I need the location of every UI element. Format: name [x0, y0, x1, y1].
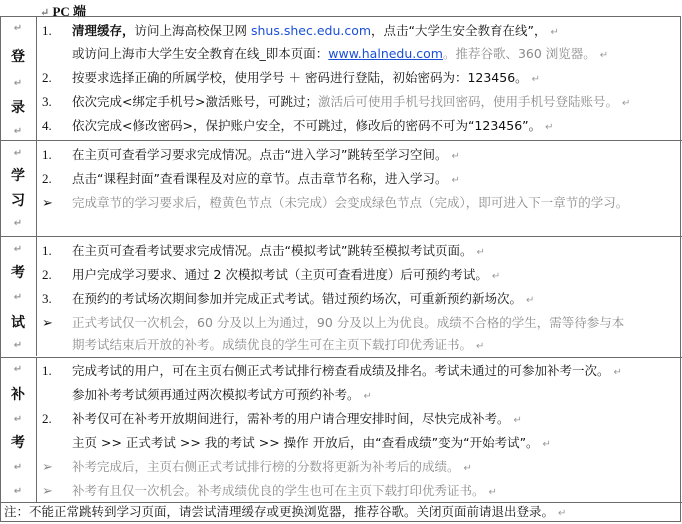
- section-label-char: 补: [11, 387, 25, 403]
- section-mark: ↵: [13, 486, 23, 497]
- item-text: 补考有且仅一次机会。补考成绩优良的学生也可在主页下载打印优秀证书。: [72, 483, 485, 498]
- paragraph-mark: ↵: [40, 7, 50, 19]
- heading-title: PC 端: [52, 4, 87, 19]
- section-mark: ↵: [13, 244, 23, 255]
- item-text: 完成章节的学习要求后，橙黄色节点（未完成）会变成绿色节点（完成），即可进入下一章节的学习。: [72, 195, 629, 210]
- list-item: 期考试结束后开放的补考。成绩优良的学生可在主页下载打印优秀证书。 ↵: [72, 337, 485, 352]
- item-text: 按要求选择正确的所属学校，使用学号 ＋ 密码进行登陆，初始密码为：123456。: [72, 70, 528, 85]
- item-text: 激活后可使用手机号找回密码，使用手机号登陆账号。: [317, 94, 618, 109]
- section-divider: [0, 357, 682, 358]
- item-text: 。推荐谷歌、360 浏览器。: [442, 46, 596, 61]
- list-item: 主页 >> 正式考试 >> 我的考试 >> 操作 开放后，由“查看成绩”变为“开始考试”。 ↵: [72, 435, 551, 450]
- item-number: 3.: [42, 291, 52, 306]
- section-mark: ↵: [13, 78, 23, 89]
- item-number: 4.: [42, 118, 52, 133]
- list-item: 3. 在预约的考试场次期间参加并完成正式考试。错过预约场次，可重新预约新场次。 ↵: [36, 288, 682, 310]
- item-text: 依次完成<绑定手机号>激活账号，可跳过；: [72, 94, 318, 109]
- item-text: 在预约的考试场次期间参加并完成正式考试。错过预约场次，可重新预约新场次。: [72, 291, 523, 306]
- section-label-char: 登: [11, 49, 25, 65]
- item-text: 完成考试的用户，可在主页右侧正式考试排行榜查看成绩及排名。考试未通过的可参加补考一次。: [72, 363, 610, 378]
- list-item: 1. 完成考试的用户，可在主页右侧正式考试排行榜查看成绩及排名。考试未通过的可参加补考一次。 ↵: [36, 360, 682, 382]
- footer-note: 注：不能正常跳转到学习页面，请尝试清理缓存或更换浏览器，推荐谷歌。关闭页面前请退出登录。 ↵: [4, 504, 567, 519]
- item-number: 2.: [42, 171, 52, 186]
- item-text: 在主页可查看考试要求完成情况。点击“模拟考试”跳转至模拟考试页面。: [72, 243, 473, 258]
- item-text: 补考完成后，主页右侧正式考试排行榜的分数将更新为补考后的成绩。: [72, 459, 460, 474]
- list-item: 参加补考考试须再通过两次模拟考试方可预约补考。 ↵: [72, 387, 372, 402]
- section-mark: ↵: [13, 340, 23, 351]
- section-mark: ↵: [13, 364, 23, 375]
- item-number: 1.: [42, 23, 52, 38]
- section-mark: ↵: [13, 23, 23, 34]
- item-number: 2.: [42, 70, 52, 85]
- list-item: [36, 312, 682, 334]
- section-label-char: 学: [11, 168, 25, 184]
- item-number: 3.: [42, 94, 52, 109]
- item-bullet: ➢: [42, 315, 53, 330]
- list-item: 1. 在主页可查看学习要求完成情况。点击“进入学习”跳转至学习空间。 ↵: [36, 144, 682, 166]
- section-label-char: 考: [11, 265, 25, 281]
- list-item: 2. 按要求选择正确的所属学校，使用学号 ＋ 密码进行登陆，初始密码为：123456。 ↵: [36, 67, 682, 89]
- section-mark: ↵: [13, 292, 23, 303]
- item-text: ，点击“大学生安全教育在线”，: [371, 23, 547, 38]
- item-bullet: ➢: [42, 195, 53, 210]
- list-item: 2. 用户完成学习要求、通过 2 次模拟考试（主页可查看进度）后可预约考试。 ↵: [36, 264, 682, 286]
- list-item: 4. 依次完成<修改密码>，保护账户安全，不可跳过，修改后的密码不可为“123456”。 ↵: [36, 115, 682, 137]
- item-bullet: ➢: [42, 483, 53, 498]
- item-number: 1.: [42, 243, 52, 258]
- list-item: 2. 补考仅可在补考开放期间进行，需补考的用户请合理安排时间，尽快完成补考。 ↵: [36, 408, 682, 430]
- item-text: 补考仅可在补考开放期间进行，需补考的用户请合理安排时间，尽快完成补考。: [72, 411, 510, 426]
- list-item: ➢ 补考完成后，主页右侧正式考试排行榜的分数将更新为补考后的成绩。 ↵: [36, 456, 682, 478]
- item-text: 依次完成<修改密码>，保护账户安全，不可跳过，修改后的密码不可为“123456”。: [72, 118, 542, 133]
- item-number: 2.: [42, 411, 52, 426]
- list-item: 2. 点击“课程封面”查看课程及对应的章节。点击章节名称，进入学习。 ↵: [36, 168, 682, 190]
- item-text: 访问上海高校保卫网: [134, 23, 251, 38]
- section-label-char: 考: [11, 435, 25, 451]
- list-item: 1. 清理缓存，访问上海高校保卫网 shus.shec.edu.com，点击“大学生安全教育在线”， ↵: [36, 20, 682, 42]
- section-mark: ↵: [13, 218, 23, 229]
- section-label-char: 试: [11, 315, 25, 331]
- item-text: 或访问上海市大学生安全教育在线_即本页面：: [72, 46, 329, 61]
- section-mark: ↵: [13, 126, 23, 137]
- item-text: 点击“课程封面”查看课程及对应的章节。点击章节名称，进入学习。: [72, 171, 448, 186]
- item-bold-text: 清理缓存，: [72, 23, 135, 38]
- section-label-char: 录: [11, 100, 25, 116]
- list-item: 或访问上海市大学生安全教育在线_即本页面：www.halnedu.com。推荐谷歌、360 浏览器。 ↵: [72, 46, 609, 61]
- section-divider: [0, 236, 682, 237]
- section-label-char: 习: [11, 193, 25, 209]
- list-item: ➢ 补考有且仅一次机会。补考成绩优良的学生也可在主页下载打印优秀证书。 ↵: [36, 480, 682, 502]
- section-mark: ↵: [13, 462, 23, 473]
- section-mark: ↵: [13, 414, 23, 425]
- item-text: 在主页可查看学习要求完成情况。点击“进入学习”跳转至学习空间。: [72, 147, 448, 162]
- list-item: 3. 依次完成<绑定手机号>激活账号，可跳过；激活后可使用手机号找回密码，使用手机号登陆账号。 ↵: [36, 91, 682, 113]
- item-text: 期考试结束后开放的补考。成绩优良的学生可在主页下载打印优秀证书。: [72, 337, 473, 352]
- item-number: 1.: [42, 147, 52, 162]
- list-item: 1. 在主页可查看考试要求完成情况。点击“模拟考试”跳转至模拟考试页面。 ↵: [36, 240, 682, 262]
- site-link[interactable]: www.halnedu.com: [328, 46, 443, 61]
- section-mark: ↵: [13, 148, 23, 159]
- item-text: 主页 >> 正式考试 >> 我的考试 >> 操作 开放后，由“查看成绩”变为“开始考试”。: [72, 435, 539, 450]
- item-text: 正式考试仅一次机会，60 分及以上为通过，90 分及以上为优良。成绩不合格的学生，需等待参与本: [72, 315, 625, 330]
- site-link[interactable]: shus.shec.edu.com: [251, 23, 372, 38]
- section-divider: [0, 140, 682, 141]
- item-text: 参加补考考试须再通过两次模拟考试方可预约补考。: [72, 387, 360, 402]
- item-number: 2.: [42, 267, 52, 282]
- item-bullet: ➢: [42, 459, 53, 474]
- item-text: 用户完成学习要求、通过 2 次模拟考试（主页可查看进度）后可预约考试。: [72, 267, 488, 282]
- item-number: 1.: [42, 363, 52, 378]
- list-item: [36, 192, 682, 214]
- footer-text: 注：不能正常跳转到学习页面，请尝试清理缓存或更换浏览器，推荐谷歌。关闭页面前请退出登录。: [4, 504, 555, 519]
